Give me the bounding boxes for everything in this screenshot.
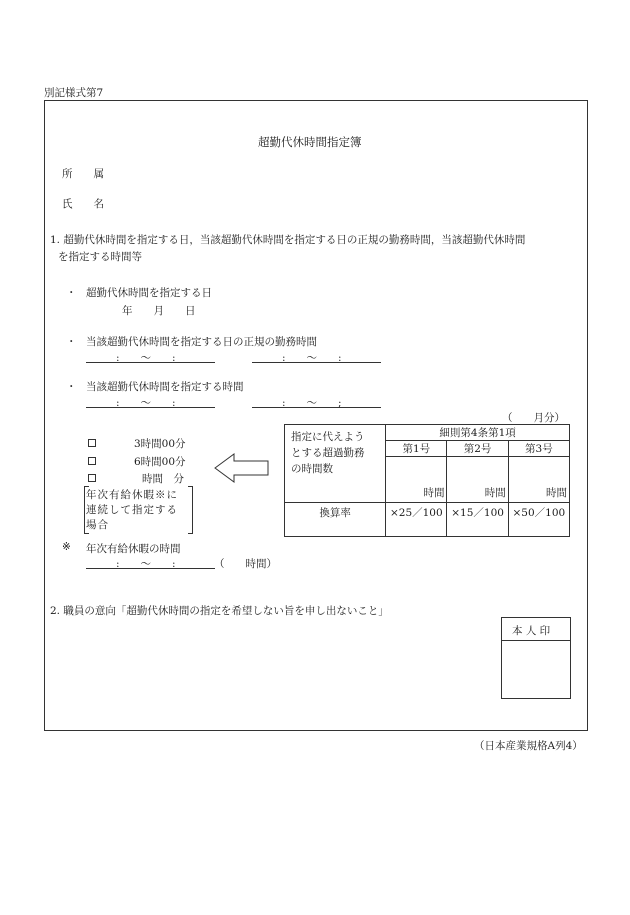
designated-day-date: 年 月 日 (122, 305, 196, 317)
col-header-2: 第2号 (447, 441, 508, 457)
rate-label: 換算率 (285, 503, 386, 537)
seal-label: 本 人 印 (512, 625, 551, 637)
row-header-line3: の時間数 (291, 463, 333, 475)
hours-cell-3[interactable]: 時間 (508, 457, 569, 503)
option-label-3h: 3時間00分 (134, 438, 186, 450)
regular-hours-range-1: : 〜 : (116, 352, 176, 364)
rate-2: ×15／100 (447, 503, 508, 537)
regular-hours-label: 当該超勤代休時間を指定する日の正規の勤務時間 (86, 336, 317, 348)
table-row-header (285, 425, 386, 503)
row-header-line2: とする超過勤務 (291, 447, 365, 459)
annual-leave-note-line2: 連続して指定する (86, 504, 178, 516)
row-header-line1: 指定に代えよう (291, 431, 365, 443)
rate-3: ×50／100 (508, 503, 569, 537)
section1-line1: 1. 超勤代休時間を指定する日，当該超勤代休時間を指定する日の正規の勤務時間，当該超勤代休時間 (50, 234, 526, 246)
annual-leave-note-line1: 年次有給休暇※に (86, 489, 178, 501)
bullet: ・ (66, 336, 77, 348)
page-title: 超勤代休時間指定簿 (258, 135, 362, 149)
regular-hours-line-2 (252, 362, 381, 363)
regular-hours-line-1 (86, 362, 215, 363)
annual-leave-line (86, 568, 215, 569)
annual-leave-hours: （ 時間） (214, 558, 277, 570)
designated-day-label: 超勤代休時間を指定する日 (86, 287, 212, 299)
designated-time-line-1 (86, 407, 215, 408)
arrow-left-icon (214, 452, 270, 484)
form-label: 別記様式第7 (44, 87, 104, 99)
option-checkbox-3h[interactable] (88, 439, 96, 447)
regular-hours-range-2: : 〜 : (282, 352, 342, 364)
col-header-3: 第3号 (508, 441, 569, 457)
annual-leave-note-line3: 場合 (86, 519, 109, 531)
table-group-header: 細則第4条第1項 (386, 425, 570, 441)
designated-time-label: 当該超勤代休時間を指定する時間 (86, 381, 244, 393)
option-label-custom: 時間 分 (142, 473, 184, 485)
footer-note: （日本産業規格A列4） (474, 740, 583, 752)
section2-text: 2. 職員の意向「超勤代休時間の指定を希望しない旨を申し出ないこと」 (50, 605, 389, 617)
designated-time-line-2 (252, 407, 381, 408)
rate-1: ×25／100 (386, 503, 447, 537)
designated-time-range-2: : 〜 ; (282, 397, 342, 409)
option-label-6h: 6時間00分 (134, 456, 186, 468)
hours-cell-2[interactable]: 時間 (447, 457, 508, 503)
option-checkbox-6h[interactable] (88, 457, 96, 465)
bracket-right (188, 486, 193, 534)
bullet: ・ (66, 381, 77, 393)
annual-leave-range: : 〜 : (116, 558, 176, 570)
section1-line2: を指定する時間等 (58, 251, 142, 263)
annual-leave-label: 年次有給休暇の時間 (86, 543, 181, 555)
affiliation-label: 所 属 (62, 168, 104, 180)
month-minutes: （ 月分） (502, 412, 565, 424)
col-header-1: 第1号 (386, 441, 447, 457)
option-checkbox-custom[interactable] (88, 474, 96, 482)
seal-divider (501, 640, 571, 641)
bullet: ・ (66, 287, 77, 299)
annual-leave-mark: ※ (62, 541, 71, 553)
hours-cell-1[interactable]: 時間 (386, 457, 447, 503)
name-label: 氏 名 (62, 198, 104, 210)
designated-time-range-1: : 〜 : (116, 397, 176, 409)
conversion-table (284, 424, 570, 537)
